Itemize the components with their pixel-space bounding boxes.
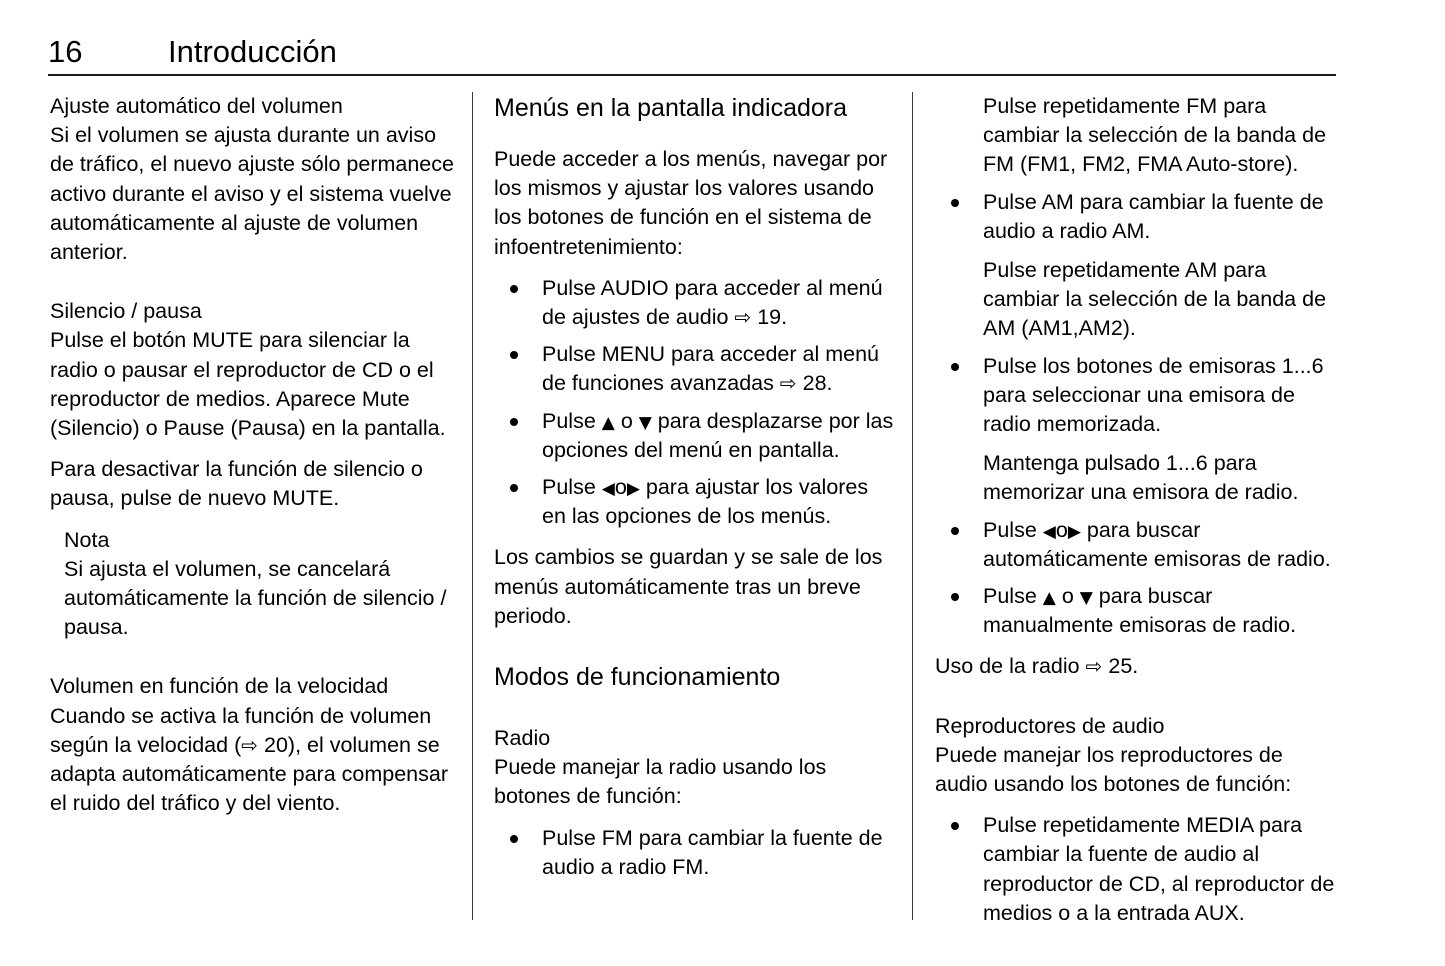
heading-ajuste-automatico: Ajuste automático del volumen [50,94,343,118]
column-1 [50,92,456,818]
bullet-dot-icon [510,351,518,359]
heading-volumen-velocidad: Volumen en función de la velocidad [50,674,389,699]
list-item [494,824,894,882]
cross-reference-uso-radio [935,652,1337,681]
ref-arrow-icon: ⇨ [1085,654,1103,679]
up-triangle-icon: ▲ [601,412,615,433]
bullet-audio-text: Pulse AUDIO para acceder al menú de ajustes de audio [542,275,883,330]
bullet-am-subparagraph: Pulse repetidamente AM para cambiar la selección de la banda de AM (AM1,AM2). [983,258,1327,341]
ref-arrow-icon: ⇨ [734,305,752,330]
bullet-list-menus [494,274,894,532]
list-item [935,188,1337,344]
right-triangle-icon: ▶ [1067,521,1081,542]
column-divider-1 [472,92,473,920]
bullet-adjust-a: Pulse [542,475,602,500]
bullet-autoseek-c: para buscar automáticamente emisoras de radio. [983,517,1331,571]
bullet-autoseek-b: o [1055,517,1068,542]
left-triangle-icon: ◀ [1042,521,1056,542]
ref-page-19: 19. [757,305,788,330]
note-heading: Nota [64,527,110,552]
bullet-dot-icon [510,484,518,492]
list-item [494,274,894,332]
bullet-presets-text: Pulse los botones de emisoras 1...6 para seleccionar una emisora de radio memorizada. [983,353,1324,437]
ref-page-20: 20 [263,732,288,757]
bullet-am-text: Pulse AM para cambiar la fuente de audio a radio AM. [983,189,1324,243]
heading-silencio-pausa: Silencio / pausa [50,299,202,324]
page-number: 16 [48,34,83,69]
bullet-media-text: Pulse repetidamente MEDIA para cambiar la fuente de audio al reproductor de CD, al reproductor de medios o a la entrada AUX. [983,813,1335,925]
paragraph-volumen-velocidad [50,702,456,819]
paragraph-cambios-guardan: Los cambios se guardan y se sale de los menús automáticamente tras un breve periodo. [494,545,883,628]
note-body: Si ajusta el volumen, se cancelará automáticamente la función de silencio / pausa. [64,556,447,640]
bullet-dot-icon [510,418,518,426]
paragraph-mute: Pulse el botón MUTE para silenciar la radio o pausar el reproductor de CD o el reproductor de medios. Aparece Mute (Silencio) o Pause (Pausa) en la pantalla. [50,328,446,441]
list-item [494,407,894,465]
right-triangle-icon: ▶ [626,479,640,500]
bullet-dot-icon [510,285,518,293]
down-triangle-icon: ▼ [1079,588,1093,609]
bullet-dot-icon [951,527,959,535]
bullet-list-radio [494,824,894,882]
heading-modos-funcionamiento: Modos de funcionamiento [494,663,781,692]
bullet-manualseek-b: o [1055,584,1080,609]
up-triangle-icon: ▲ [1042,588,1056,609]
list-item [494,473,894,531]
list-item [935,516,1337,574]
paragraph-volumen-velocidad-after: ), el volumen se adapta automáticamente para compensar el ruido del tráfico y del viento. [50,732,448,816]
heading-menus-pantalla: Menús en la pantalla indicadora [494,94,848,122]
ref-page-28: 28. [802,371,833,396]
bullet-fm-text: Pulse FM para cambiar la fuente de audio a radio FM. [542,825,883,879]
bullet-presets-subparagraph: Mantenga pulsado 1...6 para memorizar una emisora de radio. [983,451,1299,505]
column-divider-2 [912,92,913,920]
note-block [50,526,456,643]
bullet-scroll-b: o [614,408,639,433]
chapter-title: Introducción [168,34,337,69]
paragraph-volumen-velocidad-before: Cuando se activa la función de volumen según la velocidad ( [50,703,432,757]
column-2 [494,92,894,882]
paragraph-manejar-radio: Puede manejar la radio usando los botones de función: [494,755,827,809]
bullet-dot-icon [951,593,959,601]
content-columns [0,92,1445,925]
column-3 [935,92,1337,928]
ref-arrow-icon: ⇨ [779,371,797,396]
bullet-scroll-a: Pulse [542,408,602,433]
paragraph-desactivar-silencio: Para desactivar la función de silencio o pausa, pulse de nuevo MUTE. [50,457,423,511]
paragraph-ajuste-automatico: Si el volumen se ajusta durante un aviso de tráfico, el nuevo ajuste sólo permanece activo durante el aviso y el sistema vuelve automáticamente al ajuste de volumen anterior. [50,123,454,265]
bullet-list-radio-cont [935,188,1337,641]
left-triangle-icon: ◀ [601,479,615,500]
bullet-list-media [935,811,1337,928]
bullet-scroll-c: para desplazarse por las opciones del menú en pantalla. [542,408,894,462]
down-triangle-icon: ▼ [638,412,652,433]
bullet-manualseek-c: para buscar manualmente emisoras de radio. [983,584,1297,638]
bullet-menu-text: Pulse MENU para acceder al menú de funciones avanzadas [542,342,879,396]
bullet-dot-icon [951,199,959,207]
paragraph-manejar-reproductores: Puede manejar los reproductores de audio usando los botones de función: [935,742,1292,797]
bullet-dot-icon [951,363,959,371]
ref-page-25: 25. [1108,654,1139,679]
list-item [935,582,1337,640]
heading-reproductores-audio: Reproductores de audio [935,713,1165,738]
paragraph-fm-continuation: Pulse repetidamente FM para cambiar la selección de la banda de FM (FM1, FM2, FMA Auto-store). [983,94,1327,177]
bullet-dot-icon [510,835,518,843]
cross-reference-label: Uso de la radio [935,654,1080,679]
header-divider-rule [48,74,1336,76]
page-header [48,32,1336,78]
list-item [935,811,1337,928]
paragraph-acceder-menus: Puede acceder a los menús, navegar por los mismos y ajustar los valores usando los botones de función en el sistema de infoentretenimiento: [494,147,888,259]
bullet-adjust-b: o [614,475,627,500]
bullet-dot-icon [951,822,959,830]
list-item [494,340,894,398]
ref-arrow-icon: ⇨ [241,732,258,757]
bullet-adjust-c: para ajustar los valores en las opciones de los menús. [542,475,869,529]
bullet-manualseek-a: Pulse [983,584,1043,609]
heading-radio: Radio [494,726,551,751]
bullet-autoseek-a: Pulse [983,517,1043,542]
list-item [935,352,1337,508]
